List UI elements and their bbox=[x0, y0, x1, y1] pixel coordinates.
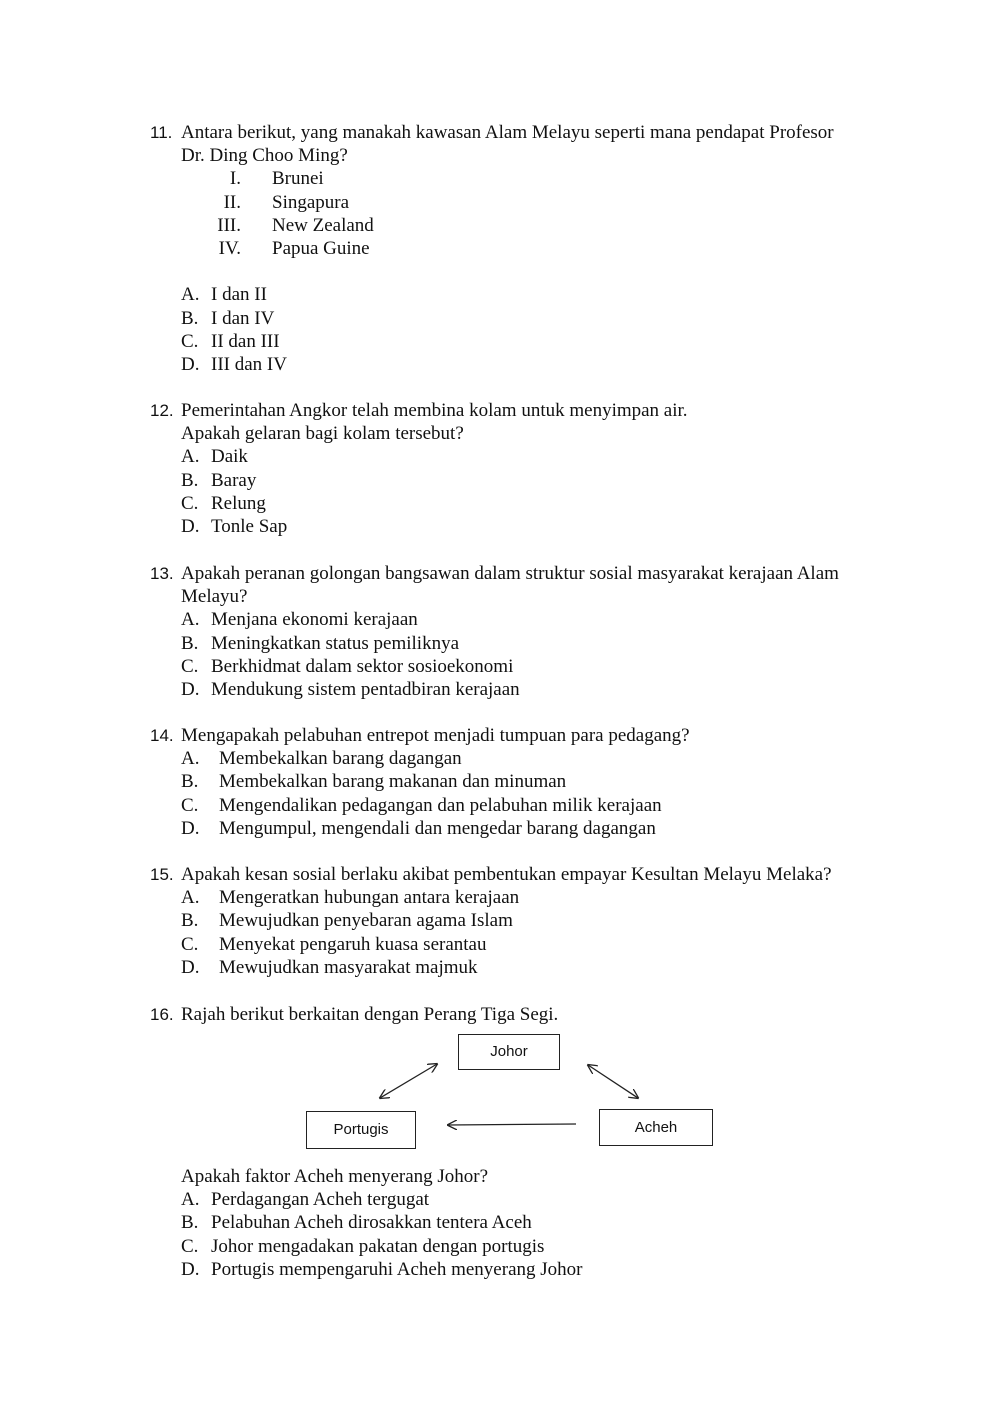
question-16 bbox=[150, 1003, 890, 1026]
arrow-acheh-portugis bbox=[448, 1124, 576, 1125]
question-number: 15. bbox=[150, 865, 174, 884]
option-letter: C. bbox=[181, 492, 199, 514]
question-text: Rajah berikut berkaitan dengan Perang Tiga Segi. bbox=[181, 1004, 559, 1025]
option-letter: B. bbox=[181, 307, 199, 329]
question-text-continued: Dr. Ding Choo Ming? bbox=[181, 145, 348, 167]
option-text: Daik bbox=[211, 446, 248, 468]
option-letter: D. bbox=[181, 956, 200, 978]
option-text: Membekalkan barang dagangan bbox=[219, 748, 462, 770]
option-text: Relung bbox=[211, 492, 266, 514]
option-text: Tonle Sap bbox=[211, 516, 288, 538]
question-number: 13. bbox=[150, 564, 174, 583]
portugis-box: Portugis bbox=[306, 1111, 416, 1149]
roman-item bbox=[181, 237, 890, 260]
question-text-continued: Melayu? bbox=[181, 586, 248, 608]
answer-option[interactable] bbox=[181, 655, 890, 678]
answer-option[interactable] bbox=[181, 330, 890, 353]
answer-option[interactable] bbox=[181, 909, 890, 932]
roman-numeral: IV. bbox=[218, 238, 241, 260]
option-letter: B. bbox=[181, 1212, 199, 1234]
answer-option[interactable] bbox=[181, 492, 890, 515]
answer-option[interactable] bbox=[181, 933, 890, 956]
question-text-continued: Apakah gelaran bagi kolam tersebut? bbox=[181, 423, 464, 445]
option-letter: D. bbox=[181, 679, 200, 701]
answer-option[interactable] bbox=[181, 307, 890, 330]
option-text: Mengumpul, mengendali dan mengedar barang dagangan bbox=[219, 817, 656, 839]
option-text: Mengendalikan pedagangan dan pelabuhan milik kerajaan bbox=[219, 794, 662, 816]
answer-option[interactable] bbox=[181, 817, 890, 840]
answer-option[interactable] bbox=[181, 794, 890, 817]
option-text: I dan II bbox=[211, 284, 267, 306]
roman-item bbox=[181, 214, 890, 237]
question-text: Apakah peranan golongan bangsawan dalam struktur sosial masyarakat kerajaan Alam bbox=[181, 563, 839, 584]
question-16-followup bbox=[150, 1165, 890, 1281]
answer-option[interactable] bbox=[181, 515, 890, 538]
answer-options bbox=[150, 608, 890, 701]
option-text: Menjana ekonomi kerajaan bbox=[211, 609, 418, 631]
option-text: Mewujudkan penyebaran agama Islam bbox=[219, 910, 513, 932]
roman-numeral: II. bbox=[223, 191, 241, 213]
option-letter: A. bbox=[181, 284, 200, 306]
roman-item bbox=[181, 191, 890, 214]
option-letter: A. bbox=[181, 446, 200, 468]
answer-options bbox=[150, 747, 890, 840]
option-letter: D. bbox=[181, 516, 200, 538]
option-text: I dan IV bbox=[211, 307, 275, 329]
option-letter: C. bbox=[181, 933, 199, 955]
option-text: Baray bbox=[211, 469, 257, 491]
option-letter: A. bbox=[181, 1189, 200, 1211]
option-text: Mewujudkan masyarakat majmuk bbox=[219, 956, 478, 978]
option-text: Pelabuhan Acheh dirosakkan tentera Aceh bbox=[211, 1212, 532, 1234]
question-14 bbox=[150, 724, 890, 840]
answer-options bbox=[150, 283, 890, 376]
option-letter: C. bbox=[181, 330, 199, 352]
answer-option[interactable] bbox=[181, 353, 890, 376]
option-text: Menyekat pengaruh kuasa serantau bbox=[219, 933, 487, 955]
answer-option[interactable] bbox=[181, 886, 890, 909]
option-letter: C. bbox=[181, 794, 199, 816]
question-13 bbox=[150, 562, 890, 701]
question-text: Mengapakah pelabuhan entrepot menjadi tumpuan para pedagang? bbox=[181, 725, 690, 746]
answer-option[interactable] bbox=[181, 1258, 890, 1281]
question-text: Antara berikut, yang manakah kawasan Alam Melayu seperti mana pendapat Profesor bbox=[181, 122, 834, 143]
roman-list bbox=[150, 167, 890, 260]
roman-text: Brunei bbox=[272, 168, 324, 190]
option-letter: B. bbox=[181, 771, 199, 793]
answer-option[interactable] bbox=[181, 1211, 890, 1234]
answer-option[interactable] bbox=[181, 469, 890, 492]
option-text: Membekalkan barang makanan dan minuman bbox=[219, 771, 567, 793]
question-15 bbox=[150, 863, 890, 979]
roman-item bbox=[181, 167, 890, 190]
option-letter: D. bbox=[181, 354, 200, 376]
option-letter: A. bbox=[181, 609, 200, 631]
roman-text: Singapura bbox=[272, 191, 350, 213]
roman-text: Papua Guine bbox=[272, 238, 370, 260]
question-number: 12. bbox=[150, 401, 174, 420]
answer-option[interactable] bbox=[181, 678, 890, 701]
question-text-continued: Apakah faktor Acheh menyerang Johor? bbox=[181, 1166, 489, 1187]
question-number: 11. bbox=[150, 123, 173, 142]
option-letter: D. bbox=[181, 817, 200, 839]
option-text: Perdagangan Acheh tergugat bbox=[211, 1189, 430, 1211]
option-letter: D. bbox=[181, 1258, 200, 1280]
option-letter: B. bbox=[181, 632, 199, 654]
answer-option[interactable] bbox=[181, 747, 890, 770]
roman-numeral: III. bbox=[217, 214, 241, 236]
roman-numeral: I. bbox=[229, 168, 241, 190]
question-11 bbox=[150, 121, 890, 376]
acheh-box: Acheh bbox=[599, 1109, 713, 1146]
question-number: 14. bbox=[150, 726, 174, 745]
option-text: II dan III bbox=[211, 330, 280, 352]
answer-options bbox=[150, 1188, 890, 1281]
roman-text: New Zealand bbox=[272, 214, 374, 236]
answer-option[interactable] bbox=[181, 445, 890, 468]
arrow-johor-portugis bbox=[380, 1064, 437, 1098]
option-letter: A. bbox=[181, 748, 200, 770]
answer-option[interactable] bbox=[181, 283, 890, 306]
option-letter: B. bbox=[181, 469, 199, 491]
option-text: Meningkatkan status pemiliknya bbox=[211, 632, 460, 654]
answer-option[interactable] bbox=[181, 608, 890, 631]
option-text: III dan IV bbox=[211, 354, 287, 376]
option-text: Mengeratkan hubungan antara kerajaan bbox=[219, 887, 520, 909]
question-12 bbox=[150, 399, 890, 538]
answer-option[interactable] bbox=[181, 956, 890, 979]
option-text: Mendukung sistem pentadbiran kerajaan bbox=[211, 679, 520, 701]
johor-box: Johor bbox=[458, 1034, 560, 1070]
option-text: Berkhidmat dalam sektor sosioekonomi bbox=[211, 655, 514, 677]
answer-option[interactable] bbox=[181, 632, 890, 655]
option-letter: C. bbox=[181, 1235, 199, 1257]
question-text: Apakah kesan sosial berlaku akibat pembentukan empayar Kesultan Melayu Melaka? bbox=[181, 864, 832, 885]
arrow-johor-acheh bbox=[588, 1065, 638, 1098]
option-text: Portugis mempengaruhi Acheh menyerang Johor bbox=[211, 1258, 583, 1280]
question-text: Pemerintahan Angkor telah membina kolam untuk menyimpan air. bbox=[181, 400, 688, 421]
answer-options bbox=[150, 886, 890, 979]
answer-option[interactable] bbox=[181, 770, 890, 793]
option-text: Johor mengadakan pakatan dengan portugis bbox=[211, 1235, 545, 1257]
option-letter: B. bbox=[181, 910, 199, 932]
answer-option[interactable] bbox=[181, 1188, 890, 1211]
answer-option[interactable] bbox=[181, 1235, 890, 1258]
option-letter: A. bbox=[181, 887, 200, 909]
option-letter: C. bbox=[181, 655, 199, 677]
triangle-war-diagram bbox=[300, 1030, 720, 1150]
question-number: 16. bbox=[150, 1005, 174, 1024]
answer-options bbox=[150, 445, 890, 538]
